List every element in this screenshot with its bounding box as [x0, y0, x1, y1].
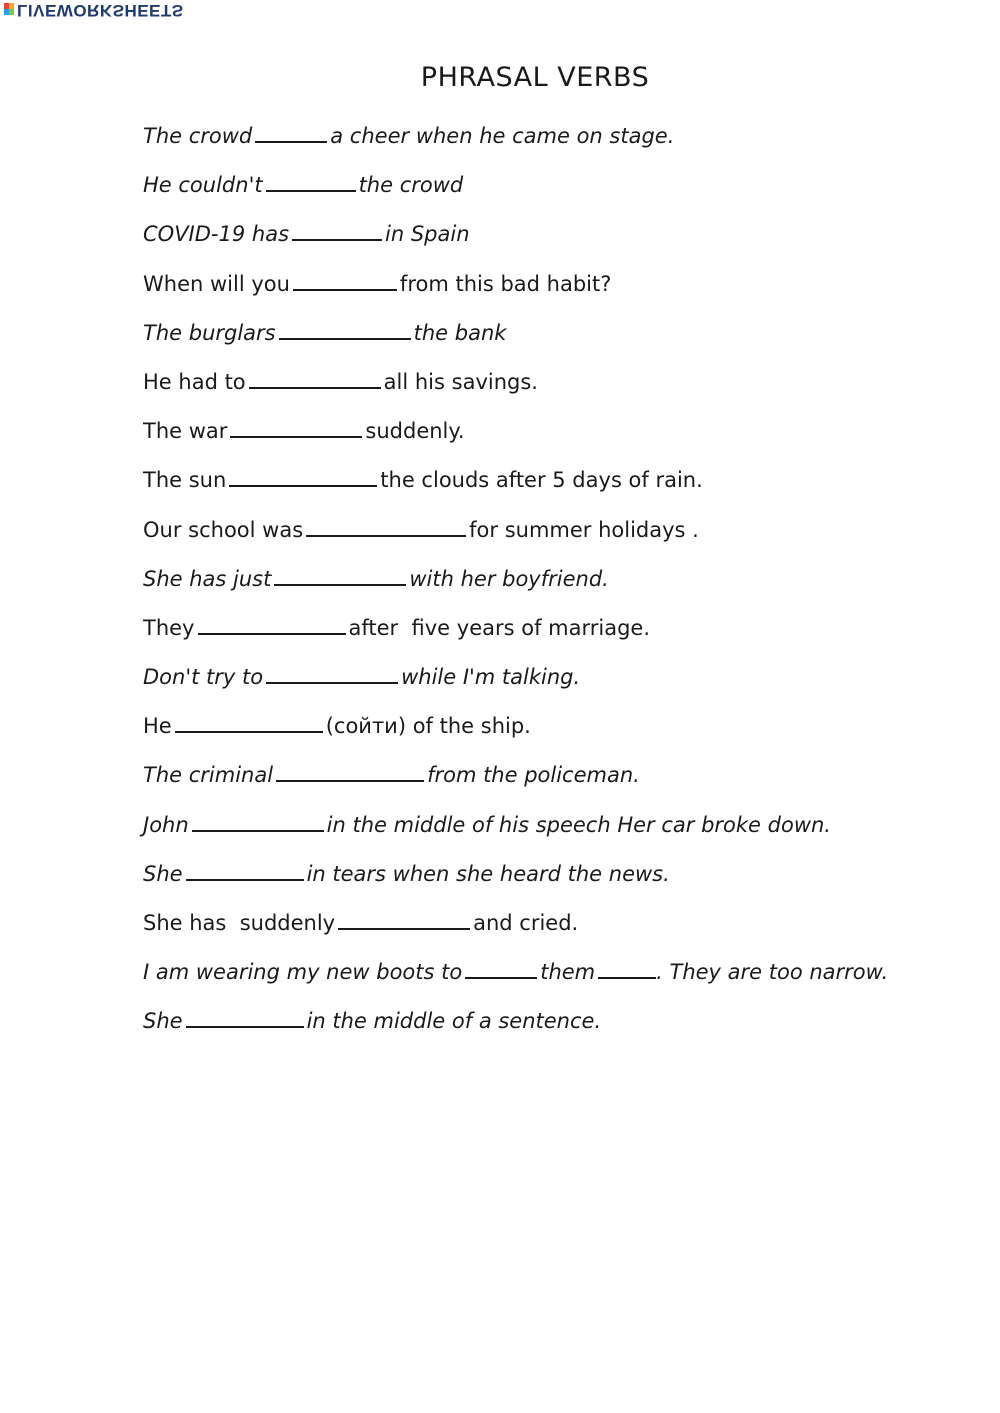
answer-blank[interactable]	[175, 711, 323, 733]
answer-blank[interactable]	[186, 859, 304, 881]
sentence-text-before: Our school was	[143, 517, 304, 542]
sentence-text-before: They	[143, 615, 195, 640]
answer-blank[interactable]	[266, 170, 356, 192]
sentence-1	[143, 120, 888, 169]
sentence-text-after: in the middle of his speech Her car broke down.	[326, 812, 831, 837]
answer-blank[interactable]	[192, 810, 324, 832]
sentence-text-after: from this bad habit?	[399, 271, 612, 296]
sentence-11	[143, 612, 888, 661]
sentence-15	[143, 809, 888, 858]
sentence-text-after: the bank	[413, 320, 507, 345]
exercise-list	[143, 120, 888, 1055]
sentence-text-after: in Spain	[385, 222, 470, 247]
sentence-19	[143, 1005, 888, 1054]
logo-square-green	[9, 9, 14, 15]
sentence-7	[143, 415, 888, 464]
answer-blank[interactable]	[255, 121, 327, 143]
sentence-text-before: She	[143, 861, 183, 886]
sentence-text-before: He couldn't	[143, 173, 263, 198]
sentence-10	[143, 563, 888, 612]
sentence-6	[143, 366, 888, 415]
answer-blank[interactable]	[249, 367, 381, 389]
sentence-text-after: in the middle of a sentence.	[306, 1009, 602, 1034]
sentence-text-before: The burglars	[143, 320, 276, 345]
sentence-text-before: The sun	[143, 468, 227, 493]
answer-blank[interactable]	[293, 269, 397, 291]
answer-blank[interactable]	[276, 760, 424, 782]
sentence-text-after: after five years of marriage.	[348, 615, 651, 640]
sentence-3	[143, 218, 888, 267]
answer-blank[interactable]	[198, 613, 346, 635]
answer-blank[interactable]	[598, 957, 656, 979]
sentence-8	[143, 464, 888, 513]
sentence-5	[143, 317, 888, 366]
answer-blank[interactable]	[229, 465, 377, 487]
sentence-text-before: She has just	[143, 566, 272, 591]
sentence-text-after: the clouds after 5 days of rain.	[380, 468, 703, 493]
sentence-text-after: for summer holidays .	[469, 517, 699, 542]
answer-blank[interactable]	[274, 564, 406, 586]
sentence-16	[143, 858, 888, 907]
sentence-text-before: He	[143, 714, 172, 739]
sentence-17	[143, 907, 888, 956]
sentence-text-after: (сойти) of the ship.	[325, 714, 531, 739]
sentence-text-before: Don't try to	[143, 665, 264, 690]
sentence-text-after: in tears when she heard the news.	[306, 861, 670, 886]
sentence-text-after: a cheer when he came on stage.	[330, 124, 675, 148]
sentence-text-after: and cried.	[473, 911, 579, 935]
answer-blank[interactable]	[186, 1006, 304, 1028]
answer-blank[interactable]	[279, 318, 411, 340]
sentence-text-before: John	[143, 812, 189, 837]
answer-blank[interactable]	[230, 416, 362, 438]
sentence-text-before: She has suddenly	[143, 911, 336, 935]
sentence-18	[143, 956, 888, 1005]
brand-logo-icon	[4, 3, 14, 15]
sentence-text-before: She	[143, 1009, 183, 1034]
sentence-text-before: The criminal	[143, 763, 274, 788]
sentence-4	[143, 268, 888, 317]
answer-blank[interactable]	[306, 515, 466, 537]
answer-blank[interactable]	[338, 908, 470, 930]
answer-blank[interactable]	[292, 219, 382, 241]
sentence-text-before: The war	[143, 419, 228, 444]
brand-name: LIVEWORKSHEETS	[17, 1, 184, 20]
sentence-14	[143, 759, 888, 808]
sentence-text-after: from the policeman.	[427, 763, 640, 788]
sentence-text-before: The crowd	[143, 124, 253, 148]
sentence-text-after: with her boyfriend.	[409, 566, 609, 591]
sentence-text-before: I am wearing my new boots to	[143, 960, 463, 985]
sentence-2	[143, 169, 888, 218]
sentence-text-after: . They are too narrow.	[656, 960, 889, 985]
sentence-text-before: He had to	[143, 369, 246, 394]
answer-blank[interactable]	[266, 662, 398, 684]
sentence-text-after: suddenly.	[365, 419, 465, 444]
sentence-text-after: the crowd	[358, 173, 464, 198]
sentence-text-after: while I'm talking.	[401, 665, 581, 690]
answer-blank[interactable]	[465, 957, 537, 979]
sentence-text-after: all his savings.	[383, 369, 538, 394]
sentence-9	[143, 514, 888, 563]
sentence-text-middle: them	[540, 960, 596, 985]
brand-logo	[4, 0, 184, 26]
sentence-text-before: When will you	[143, 271, 290, 296]
sentence-13	[143, 710, 888, 759]
sentence-text-before: COVID-19 has	[143, 222, 290, 247]
page-title: PHRASAL VERBS	[420, 62, 650, 93]
sentence-12	[143, 661, 888, 710]
